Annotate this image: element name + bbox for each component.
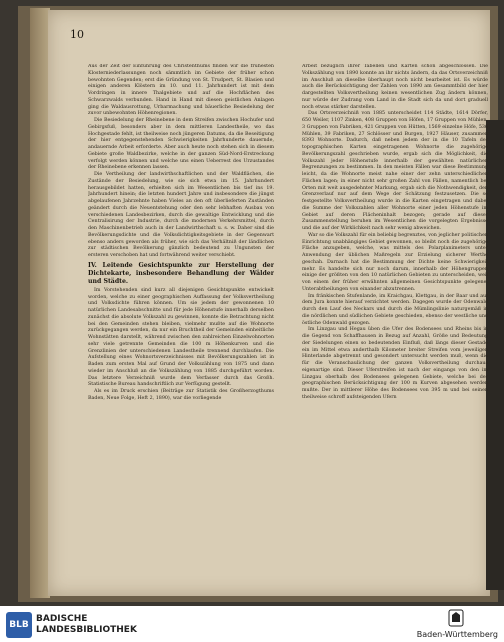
paragraph: Im fränkischen Stufenlande, im Kraichgau, Klettgau, in der Baar und auf dem Jura konnte hierauf verzichtet werden. Dagegen wurde der Odenwald durch den Lauf des Neckars und durch die Mümlingslinie naturgemäß in die nördlichen und südlichen Gebiete geschieden, ebenso der westliche und östliche Odenwald gezogen. (302, 293, 488, 326)
paragraph: Arbeit bezüglich ihrer Tabellen und Karten schon abgeschlossen. Die Volkszählung von 1890 konnte an ihr nichts ändern, da das Ortsverzeichniß im Anschluß an dieselbe überhaupt noch nicht bearbeitet ist. Es würde auch die Berücksichtigung der Zahlen von 1890 am Gesammtbild der hier dargestellten Volksvertheilung keinen wesentlichen Zug ändern können, nur würde der Zudrang vom Land in die Stadt sich da und dort graduell noch etwas stärker darstellen. (302, 64, 488, 110)
paragraph: Als es im Druck erschien (Beiträge zur Statistik des Großherzogthums Baden, Neue Folge, Heft 2, 1890), war die vorliegende (88, 389, 274, 401)
paragraph: Im Vorstehenden sind kurz all diejenigen Gesichtspunkte entwickelt worden, welche zu einer geographischen Auffassung der Volksvertheilung und Volksdichte führen können. Um sie jedem der gewonnenen 10 natürlichen Landesabschnitte und für jede Höhenstufe innerhalb derselben zunächst die absolute Volkszahl zu gewinnen, konnte die Betrachtung nicht bei den Gemeinden stehen bleiben, vielmehr mußte auf die Wohnorte zurückgegangen werden, da nur ein Bruchtheil der Gemeinden einheitliche Wohnstätten darstellt, während zwischen den zahlreichen Einzelwohnorten sehr viele getrennte Gemeinden die 100 m Höhenkurven und die Grenzlinien der unterschiedenen Landestheile trennend durchlaufen. Die Aufstellung eines Wohnortsverzeichnisses mit Bevölkerungszahlen ist in Baden zum ersten Mal auf Grund der Volkszählung von 1875 und dann wieder im Anschluß an die Volkszählung von 1885 durchgeführt worden. Das letztere Verzeichniß wurde dem Verfasser durch das Großh. Statistische Bureau handschriftlich zur Verfügung gestellt. (88, 287, 274, 388)
paragraph: Aus der Zeit der Einführung des Christenthums finden wir die frühesten Klosterniederlassungen noch sämmtlich im Gebiete der früher schon bewohnten Gegenden; erst die Gründung von St. Trudpert, St. Blasien und einigen anderen Klöstern im 10. und 11. Jahrhundert ist mit dem Vordringen in innere Thalgebiete und auf die Hochflächen des Schwarzwalds verbunden. Hand in Hand mit diesen geistlichen Anlagen ging die Waldausrottung, Urbarmachung und bäuerliche Besiedelung der zuvor unbewohnten Höhenregionen. (88, 64, 274, 117)
left-text-column (88, 64, 274, 588)
state-seal-icon (448, 609, 464, 627)
library-logo[interactable]: BLB (6, 612, 32, 638)
paragraph: Die Vertheilung der landwirthschaftlichen und der Waldflächen, die Zustände der Besiedelung, wie sie sich etwa im 15. Jahrhundert herausgebildet hatten, erhielten sich im Wesentlichen bis tief ins 19. Jahrhundert hinein; die letzten hundert Jahre und insbesondere die jüngst abgelaufenen Jahrzehnte haben Vieles an den oft überlieferten Zuständen geändert durch die Neuentstehung oder den sehr lebhaften Ausbau von verschiedenen Landesbezirken, durch die gewaltige Entwicklung und die Centralisirung der Industrie, durch die modernen Verkehrsmittel, durch den Maschinenbetrieb auch in der Landwirthschaft u. s. w. Daher sind die Bevölkerungsdichte und die Volksdichtigkeitsgebiete in der Gegenwart ebenso anders geworden als früher, wie sich das Verhältniß der ländlichen zur städtischen Bevölkerung gänzlich bedeutend zu Ungunsten der ersteren verschoben hat und fortwährend weiter verschiebt. (88, 172, 274, 258)
library-name[interactable] (36, 614, 137, 636)
library-name-line2: LANDESBIBLIOTHEK (36, 625, 137, 635)
page-gutter (30, 8, 50, 598)
facing-page-edge (486, 120, 504, 590)
paragraph: Die Besiedelung der Rheinebene in dem Streifen zwischen Hochufer und Gebirgsfuß, besonders aber in dem mittleren Landestheile, wo das Hochgestade fehlt, ist theilweise noch jüngeren Datums, da die Beseitigung der hier entgegenstehenden Schwierigkeiten Jahrhunderte dauernde, andauernde Arbeit erforderte. Aber auch heute noch stehen sich in diesem Gebiete große Waldbezirke, welche in der ganzen Süd-Nord-Erstreckung verfolgt werden können und welche uns einen Ueberrest des Urzustandes der Rheinebene erkennen lassen. (88, 118, 274, 171)
paragraph: Im Linzgau und Hegau üben die Ufer des Bodensees und Rheins bis in die Gegend von Schaffhausen in Bezug auf Anzahl, Größe und Bedeutung der Siedelungen einen so bedeutenden Einfluß, daß längs dieser Gestade ein im Mittel etwa anderthalb Kilometer breiter Streifen vom jeweiligen Hinterlande abgetrennt und gesondert untersucht werden muß, wenn die für die Veranschaulichung der ganzen Volksvertheilung durchaus eigenartige sind. Dieser Uferstreifen ist nach der eingangs von den im Linzgau oberhalb des Bodensees gelegenen Gebiete, welche bei der geographischen Berücksichtigung der 100 m Kurven abgesehen werden mußte. Der in mittlerer Höhe des Bodensees von 395 m und bei seinen theilweise schroff aufsteigenden Ufern (302, 327, 488, 400)
library-name-line1: BADISCHE (36, 614, 88, 624)
paragraph: Das Ortsverzeichniß von 1885 unterscheidet 114 Städte, 1614 Dörfer, 650 Weiler, 1107 Zinken, 408 Gruppen von Höfen, 17 Gruppen von Mühlen, 3 Gruppen von Fabriken, 421 Gruppen von Hütten, 1569 einzelne Höfe, 536 Mühlen, 39 Fabriken, 27 Schlösser und Burgen, 1927 Häuser, zusammen 8393 Wohnorte. Dadurch, daß neben jedem der in die 10 Tafeln der topographischen Karten eingetragenen Wohnorte die zugehörige Bevölkerungszahl geschrieben wurde, ergab sich die Möglichkeit, die Volkszahl jeder Höhenstufe innerhalb der gewählten natürlichen Begrenzungen zu bestimmen. In den meisten Fällen war diese Bestimmung leicht, da die Wohnorte meist nahe einer der zehn unterschiedlichen Flächen lagen; in einer nicht sehr großen Zahl von Fällen, namentlich bei Orten mit weit ausgedehnter Markung, ergab sich die Nothwendigkeit, den Grenzverlauf nur auf dem Wege der Schätzung festzusetzen. Die so festgestellte Volksvertheilung wurde in die Karten eingetragen und dabei die Summe der Volkszahlen aller Wohnorte einer jeden Höhenstufe im Gebiet auf deren Flächeninhalt bezogen; gerade auf dieser Zusammenstellung beruhen im Wesentlichen die vorgelegten Ergebnisse und die auf der Wirklichkeit nach sehr wenig abweichen. (302, 111, 488, 231)
right-text-column (302, 64, 488, 588)
state-name: Baden-Württemberg (416, 630, 498, 639)
paragraph: War so die Volkszahl für ein beliebig begrenztes, von jeglicher politischen Einrichtung unabhängiges Gebiet gewonnen, so bleibt noch die zugehörige Fläche anzugeben, welche, was mittels des Polarplanimeters unter Anwendung der üblichen Maßregeln zur Erzielung sicherer Werthe geschah. Darnach hat die Bestimmung der Dichte keine Schwierigkeit mehr. Es handelte sich nur noch darum, innerhalb der Höhengruppen einige der größten von den 10 natürlichen Gebieten zu unterscheiden, weil von einem der früher erwähnten allgemeinen Gesichtspunkte gelegene, Unterabtheilungen von einander abzutrennen. (302, 232, 488, 292)
section-heading: IV. Leitende Gesichtspunkte zur Herstellung der Dichtekarte, insbesondere Behandlung der Wälder und Städte. (88, 261, 274, 285)
page-number: 10 (70, 28, 84, 41)
